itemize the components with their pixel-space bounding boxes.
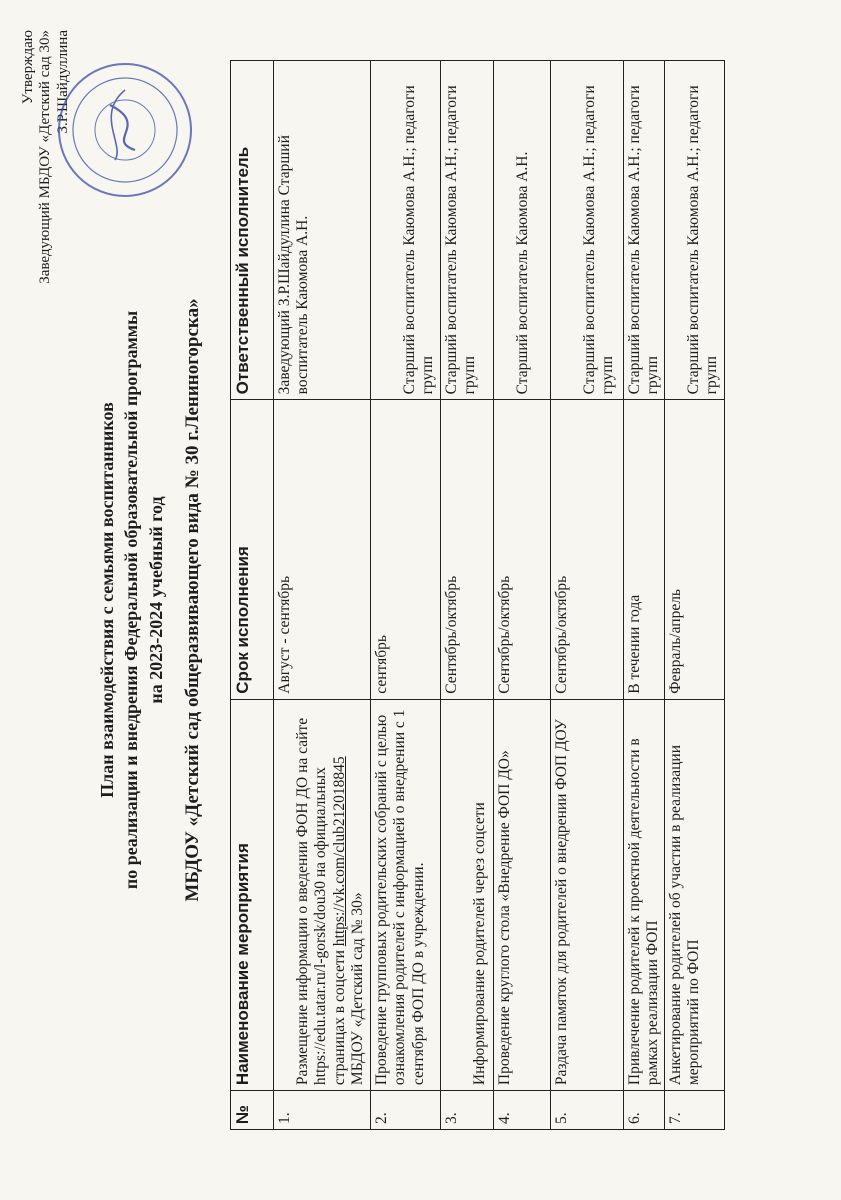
responsible-text: Старший воспитатель Каюмова А.Н.; педагоги групп <box>401 85 437 395</box>
row-number: 1. <box>274 1091 371 1130</box>
row-responsible: Старший воспитатель Каюмова А.Н.; педагоги групп <box>440 61 493 400</box>
row-responsible <box>550 61 623 400</box>
event-text-end: МБДОУ «Детский сад № 30» <box>348 892 366 1086</box>
vk-link[interactable]: https://vk.com/club212018845 <box>330 756 348 947</box>
row-responsible <box>665 61 725 400</box>
responsible-text: Старший воспитатель Каюмова А.Н.; педагоги групп <box>685 85 721 395</box>
row-term: Август - сентябрь <box>274 400 371 699</box>
row-responsible <box>493 61 550 400</box>
table-row <box>550 61 623 1130</box>
table-row <box>371 61 441 1130</box>
row-number: 6. <box>623 1091 665 1130</box>
table-row <box>493 61 550 1130</box>
row-number: 5. <box>550 1091 623 1130</box>
header-event: Наименование мероприятия <box>231 699 274 1090</box>
row-event <box>440 699 493 1090</box>
approval-title: Утверждаю <box>20 30 36 105</box>
row-number: 2. <box>371 1091 441 1130</box>
table-header-row <box>231 61 274 1130</box>
row-term: сентябрь <box>371 400 441 699</box>
row-term: Сентябрь/октябрь <box>440 400 493 699</box>
table-row <box>274 61 371 1130</box>
row-term: Сентябрь/октябрь <box>493 400 550 699</box>
table-row <box>623 61 665 1130</box>
event-text: Размещение информации о введении ФОН ДО на сайте https://edu.tatar.ru/l-gorsk/dou30 на официальных страницах в соцсети <box>294 717 348 1086</box>
row-event: Привлечение родителей к проектной деятельности в рамках реализации ФОП <box>623 699 665 1090</box>
plan-table <box>230 60 725 1130</box>
row-event <box>274 699 371 1090</box>
title-organization: МБДОУ «Детский сад общеразвивающего вида № 30 г.Лениногорска» <box>181 298 203 902</box>
row-responsible <box>371 61 441 400</box>
row-term: Сентябрь/октябрь <box>550 400 623 699</box>
row-event: Анкетирование родителей об участии в реализации мероприятий по ФОП <box>665 699 725 1090</box>
title-line-1: План взаимодействия с семьями воспитанников <box>97 402 117 798</box>
approval-position: Заведующий МБДОУ «Детский сад 30» <box>37 30 54 284</box>
row-number: 4. <box>493 1091 550 1130</box>
title-line-2: по реализации и внедрения Федеральной образовательной программы <box>121 310 142 890</box>
table-row <box>665 61 725 1130</box>
responsible-text: Старший воспитатель Каюмова А.Н. <box>513 151 531 395</box>
row-event: Проведение круглого стола «Внедрение ФОП ДО» <box>493 699 550 1090</box>
row-number: 3. <box>440 1091 493 1130</box>
row-event: Проведение групповых родительских собраний с целью ознакомления родителей с информацией о внедрении с 1 сентября ФОП ДО в учреждении. <box>371 699 441 1090</box>
responsible-text: Старший воспитатель Каюмова А.Н.; педагоги групп <box>580 85 616 395</box>
row-term: В течении года <box>623 400 665 699</box>
row-term: Февраль/апрель <box>665 400 725 699</box>
header-number: № <box>231 1091 274 1130</box>
approval-signatory: З.Р.Шайдуллина <box>54 30 71 134</box>
row-responsible: Заведующий З.Р.Шайдуллина Старший воспитатель Каюмова А.Н. <box>274 61 371 400</box>
row-event: Раздача памяток для родителей о внедрении ФОП ДОУ <box>550 699 623 1090</box>
header-responsible: Ответственный исполнитель <box>231 61 274 400</box>
row-responsible: Старший воспитатель Каюмова А.Н.; педагоги групп <box>623 61 665 400</box>
title-line-3: на 2023-2024 учебный год <box>145 496 166 704</box>
document-title <box>95 90 206 1110</box>
table-row <box>440 61 493 1130</box>
row-number: 7. <box>665 1091 725 1130</box>
header-term: Срок исполнения <box>231 400 274 699</box>
event-text: Информирование родителей через соцсети <box>470 802 488 1086</box>
